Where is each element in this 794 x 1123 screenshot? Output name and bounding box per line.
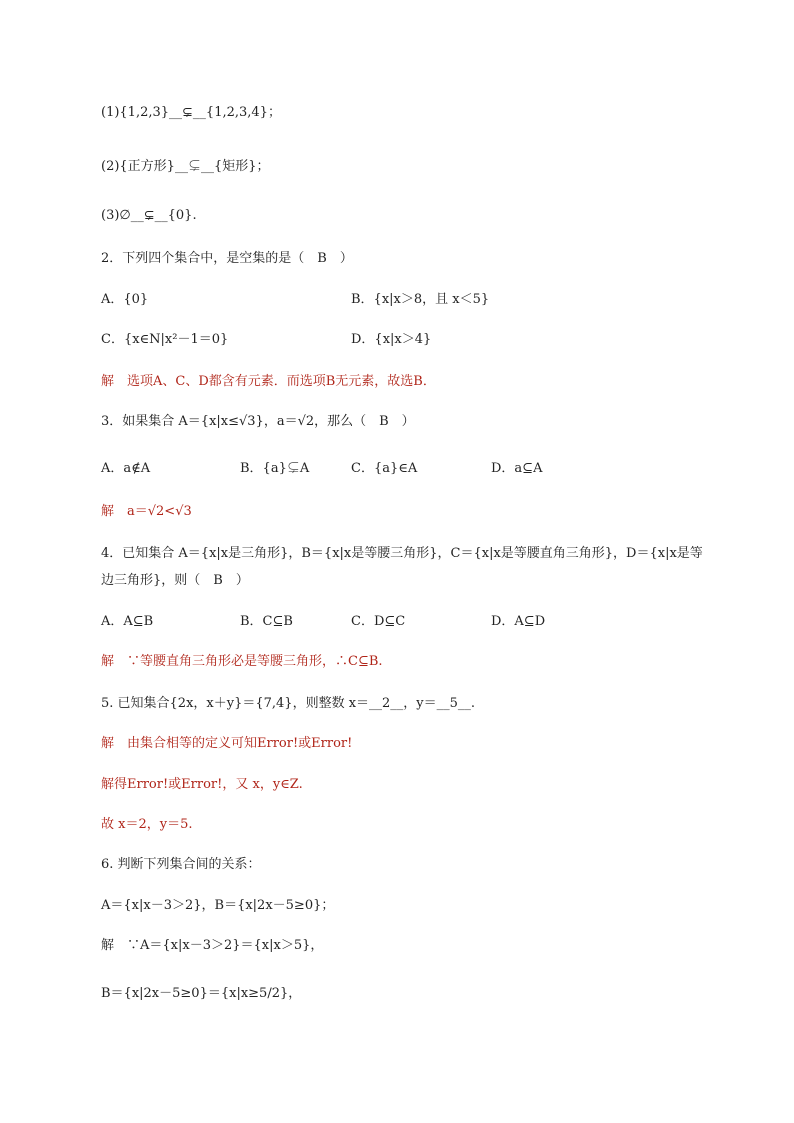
- q3-solution: 解 a＝√2<√3: [101, 504, 192, 519]
- q2-option-c: C．{x∈N|x²－1＝0}: [101, 332, 229, 347]
- q6-stem: 6. 判断下列集合间的关系：: [101, 857, 261, 872]
- q1-part-1: (1){1,2,3}__⊊__{1,2,3,4}；: [101, 105, 281, 120]
- q6-solution-2: B＝{x|2x－5≥0}＝{x|x≥5/2}，: [101, 986, 302, 1001]
- q5-stem: 5. 已知集合{2x，x＋y}＝{7,4}，则整数 x＝__2__，y＝__5__.: [101, 696, 476, 711]
- q2-option-a: A．{0}: [101, 292, 149, 307]
- q2-option-d: D．{x|x＞4}: [351, 332, 432, 347]
- q5-solution-1: 解 由集合相等的定义可知Error!或Error!: [101, 736, 353, 751]
- q4-option-b: B．C⊆B: [240, 614, 293, 629]
- q4-option-c: C．D⊆C: [351, 614, 406, 629]
- q2-option-b: B．{x|x＞8，且 x＜5}: [351, 292, 490, 307]
- q4-option-a: A．A⊆B: [101, 614, 154, 629]
- q4-stem-line-2: 边三角形}，则（ B ）: [101, 573, 249, 588]
- q2-stem: 2．下列四个集合中，是空集的是（ B ）: [101, 251, 353, 266]
- q1-part-3: (3)∅__⊊__{0}.: [101, 208, 197, 223]
- q5-solution-3: 故 x＝2，y＝5.: [101, 817, 193, 832]
- q4-solution: 解 ∵等腰直角三角形必是等腰三角形，∴C⊆B.: [101, 654, 383, 669]
- q3-option-c: C．{a}∈A: [351, 461, 418, 476]
- q2-solution: 解 选项A、C、D都含有元素．而选项B无元素，故选B．: [101, 374, 436, 389]
- q3-option-b: B．{a}⊊A: [240, 461, 310, 476]
- q1-part-2: (2){正方形}__⊊__{矩形}；: [101, 159, 270, 174]
- q5-solution-2: 解得Error!或Error!，又 x，y∈Z.: [101, 777, 303, 792]
- q4-stem-line-1: 4．已知集合 A＝{x|x是三角形}，B＝{x|x是等腰三角形}，C＝{x|x是等腰直角三角形}，D＝{x|x是等: [101, 546, 703, 561]
- q6-solution-1: 解 ∵A＝{x|x－3＞2}＝{x|x＞5}，: [101, 938, 324, 953]
- q3-option-d: D．a⊆A: [491, 461, 543, 476]
- q3-option-a: A．a∉A: [101, 461, 151, 476]
- q4-option-d: D．A⊆D: [491, 614, 546, 629]
- q3-stem: 3．如果集合 A＝{x|x≤√3}，a＝√2，那么（ B ）: [101, 414, 415, 429]
- q6-given: A＝{x|x－3＞2}，B＝{x|2x－5≥0}；: [101, 898, 335, 913]
